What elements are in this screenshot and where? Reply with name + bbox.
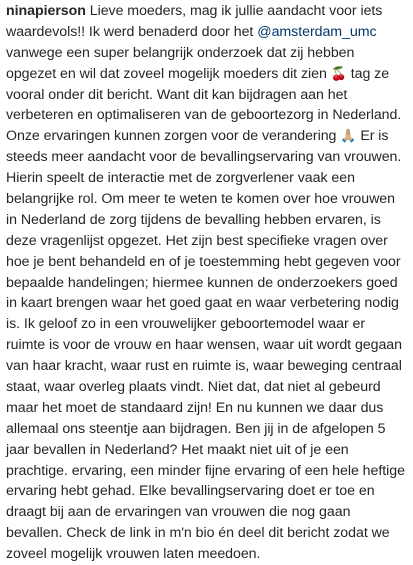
username-link[interactable]: ninapierson — [6, 3, 86, 19]
caption-line: verbeteren en optimaliseren van de geboortezorg in Nederland. — [6, 107, 402, 124]
caption-text: waardevols!! Ik werd benaderd door het — [6, 23, 258, 40]
caption-line: deze vragenlijst opgezet. Het zijn best specifieke vragen over — [6, 232, 388, 249]
caption-line: ervaring hebt gehad. Elke bevallingservaring doet er toe en — [6, 483, 375, 500]
caption-line: maar het moet de standaard zijn! En nu kunnen we daar dus — [6, 399, 384, 416]
caption-line: staat, waar overleg plaats vindt. Niet dat, dat niet al gebeurd — [6, 379, 381, 396]
caption-line: in Nederland de zorg tijdens de bevalling hebben ervaren, is — [6, 211, 381, 228]
caption-line — [6, 22, 408, 43]
caption-line: Hierin speelt de interactie met de zorgverlener vaak een — [6, 170, 355, 187]
caption-text: Er is — [356, 128, 389, 145]
caption-line: draagt bij aan de ervaringen van vrouwen die nog gaan — [6, 504, 351, 521]
caption-line: vooral onder dit bericht. Want dit kan bijdragen aan het — [6, 86, 348, 103]
caption-line: hoe je bent behandeld en of je toestemming hebt gegeven voor — [6, 253, 401, 270]
caption-text: opgezet en wil dat zoveel mogelijk moeders dit zien — [6, 65, 331, 82]
caption-line — [6, 1, 408, 22]
caption-line: ruimte is voor de vrouw en haar wensen, waar uit wordt gegaan — [6, 337, 402, 354]
praying-hands-emoji-icon: 🙏🏼 — [340, 129, 357, 145]
mention-link[interactable]: @amsterdam_umc — [257, 23, 377, 40]
caption-text: tag ze — [346, 65, 390, 82]
caption-line: belangrijke rol. Om meer te weten te komen over hoe vrouwen — [6, 191, 395, 208]
caption-line: bepaalde handelingen; hiermee kunnen de onderzoekers goed — [6, 274, 398, 291]
caption-text: Onze ervaringen kunnen zorgen voor de verandering — [6, 128, 341, 145]
cherries-emoji-icon: 🍒 — [330, 66, 347, 82]
caption-line — [6, 126, 408, 147]
caption-line: vanwege een super belangrijk onderzoek dat zij hebben — [6, 44, 355, 61]
caption-line: bevallen. Check de link in m'n bio én deel dit bericht zodat we — [6, 525, 390, 542]
caption-line: prachtige. ervaring, een minder fijne ervaring of een hele heftige — [6, 462, 405, 479]
post-caption — [6, 1, 408, 565]
caption-line: van haar kracht, waar rust en ruimte is, waar beweging centraal — [6, 358, 402, 375]
caption-line: zoveel mogelijk vrouwen laten meedoen. — [6, 546, 261, 563]
caption-line: steeds meer aandacht voor de bevallingservaring van vrouwen. — [6, 149, 402, 166]
caption-text: Lieve moeders, mag ik jullie aandacht voor iets — [85, 3, 383, 19]
caption-line: jaar bevallen in Nederland? Het maakt niet uit of je een — [6, 441, 349, 458]
caption-line: in kaart brengen waar het goed gaat en waar verbetering nodig — [6, 295, 399, 312]
caption-line: allemaal ons steentje aan bijdragen. Ben jij in de afgelopen 5 — [6, 420, 386, 437]
caption-line: is. Ik geloof zo in een vrouwelijker geboortemodel waar er — [6, 316, 366, 333]
caption-line — [6, 64, 408, 85]
